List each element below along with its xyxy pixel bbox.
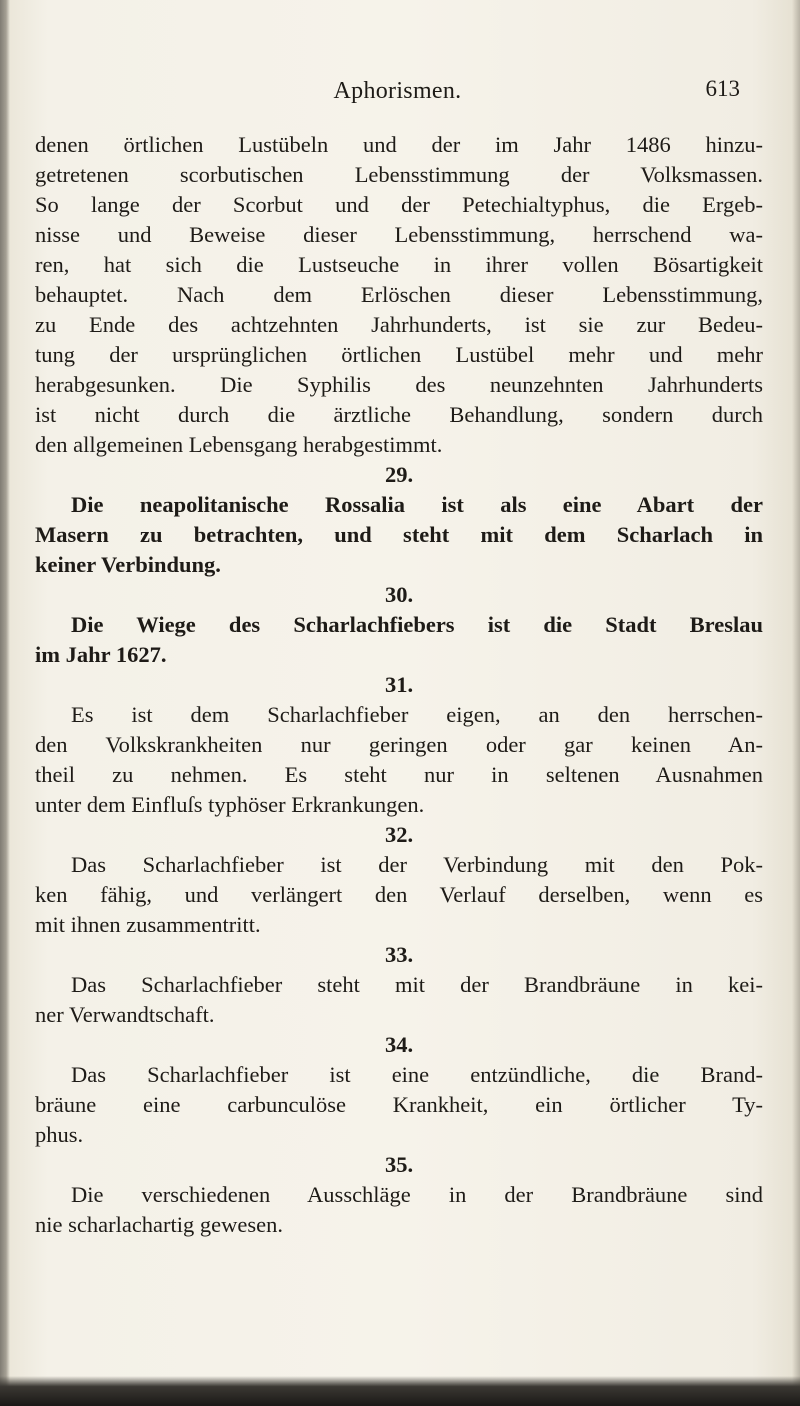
text-line: theil zu nehmen. Es steht nur in seltenen Ausnahmen — [35, 762, 763, 787]
aphorism-number: 30. — [384, 582, 414, 607]
text-line: So lange der Scorbut und der Petechialtyphus, die Ergeb- — [35, 192, 763, 217]
aphorism-33 — [35, 940, 763, 1030]
aphorism-34 — [35, 1030, 763, 1150]
running-title: Aphorismen. — [333, 78, 462, 104]
text-line: im Jahr 1627. — [35, 642, 167, 667]
page-bottom-edge — [0, 1376, 800, 1406]
text-line: zu Ende des achtzehnten Jahrhunderts, ist sie zur Bedeu- — [35, 312, 763, 337]
text-line: nisse und Beweise dieser Lebensstimmung, herrschend wa- — [35, 222, 763, 247]
text-line: getretenen scorbutischen Lebensstimmung der Volksmassen. — [35, 162, 763, 187]
page-gutter-shadow — [0, 0, 10, 1406]
text-line: ken fähig, und verlängert den Verlauf derselben, wenn es — [35, 882, 763, 907]
text-line: nie scharlachartig gewesen. — [35, 1212, 284, 1237]
text-line: Das Scharlachfieber steht mit der Brandbräune in kei- — [71, 972, 763, 997]
text-line: ren, hat sich die Lustseuche in ihrer vollen Bösartigkeit — [35, 252, 763, 277]
aphorism-number: 32. — [384, 822, 414, 847]
text-line: behauptet. Nach dem Erlöschen dieser Lebensstimmung, — [35, 282, 763, 307]
text-line: tung der ursprünglichen örtlichen Lustübel mehr und mehr — [35, 342, 763, 367]
aphorism-number: 34. — [384, 1032, 414, 1057]
text-line: phus. — [35, 1122, 84, 1147]
aphorism-number: 29. — [384, 462, 414, 487]
page-header — [35, 78, 760, 118]
text-line: den Volkskrankheiten nur geringen oder gar keinen An- — [35, 732, 763, 757]
text-line: bräune eine carbunculöse Krankheit, ein örtlicher Ty- — [35, 1092, 763, 1117]
text-line: mit ihnen zusammentritt. — [35, 912, 261, 937]
text-line: den allgemeinen Lebensgang herabgestimmt. — [35, 432, 443, 457]
text-line: herabgesunken. Die Syphilis des neunzehnten Jahrhunderts — [35, 372, 763, 397]
text-line: ist nicht durch die ärztliche Behandlung, sondern durch — [35, 402, 763, 427]
aphorism-number: 35. — [384, 1152, 414, 1177]
text-line: Das Scharlachfieber ist der Verbindung mit den Pok- — [71, 852, 763, 877]
intro-paragraph — [35, 130, 763, 460]
page-number: 613 — [705, 76, 740, 101]
aphorism-35 — [35, 1150, 763, 1240]
text-line: denen örtlichen Lustübeln und der im Jahr 1486 hinzu- — [35, 132, 763, 157]
page-edge-shadow — [792, 0, 800, 1406]
aphorism-30 — [35, 580, 763, 670]
text-line: Masern zu betrachten, und steht mit dem Scharlach in — [35, 522, 763, 547]
aphorism-number: 31. — [384, 672, 414, 697]
text-line: Die Wiege des Scharlachfiebers ist die Stadt Breslau — [71, 612, 763, 637]
text-line: Das Scharlachfieber ist eine entzündliche, die Brand- — [71, 1062, 763, 1087]
aphorism-29 — [35, 460, 763, 580]
text-line: Es ist dem Scharlachfieber eigen, an den herrschen- — [71, 702, 763, 727]
text-line: ner Verwandtschaft. — [35, 1002, 215, 1027]
aphorism-number: 33. — [384, 942, 414, 967]
text-line: unter dem Einfluſs typhöser Erkrankungen. — [35, 792, 425, 817]
aphorism-31 — [35, 670, 763, 820]
text-line: Die verschiedenen Ausschläge in der Brandbräune sind — [71, 1182, 763, 1207]
text-line: Die neapolitanische Rossalia ist als eine Abart der — [71, 492, 763, 517]
text-line: keiner Verbindung. — [35, 552, 221, 577]
body-text — [35, 130, 763, 1240]
aphorism-32 — [35, 820, 763, 940]
